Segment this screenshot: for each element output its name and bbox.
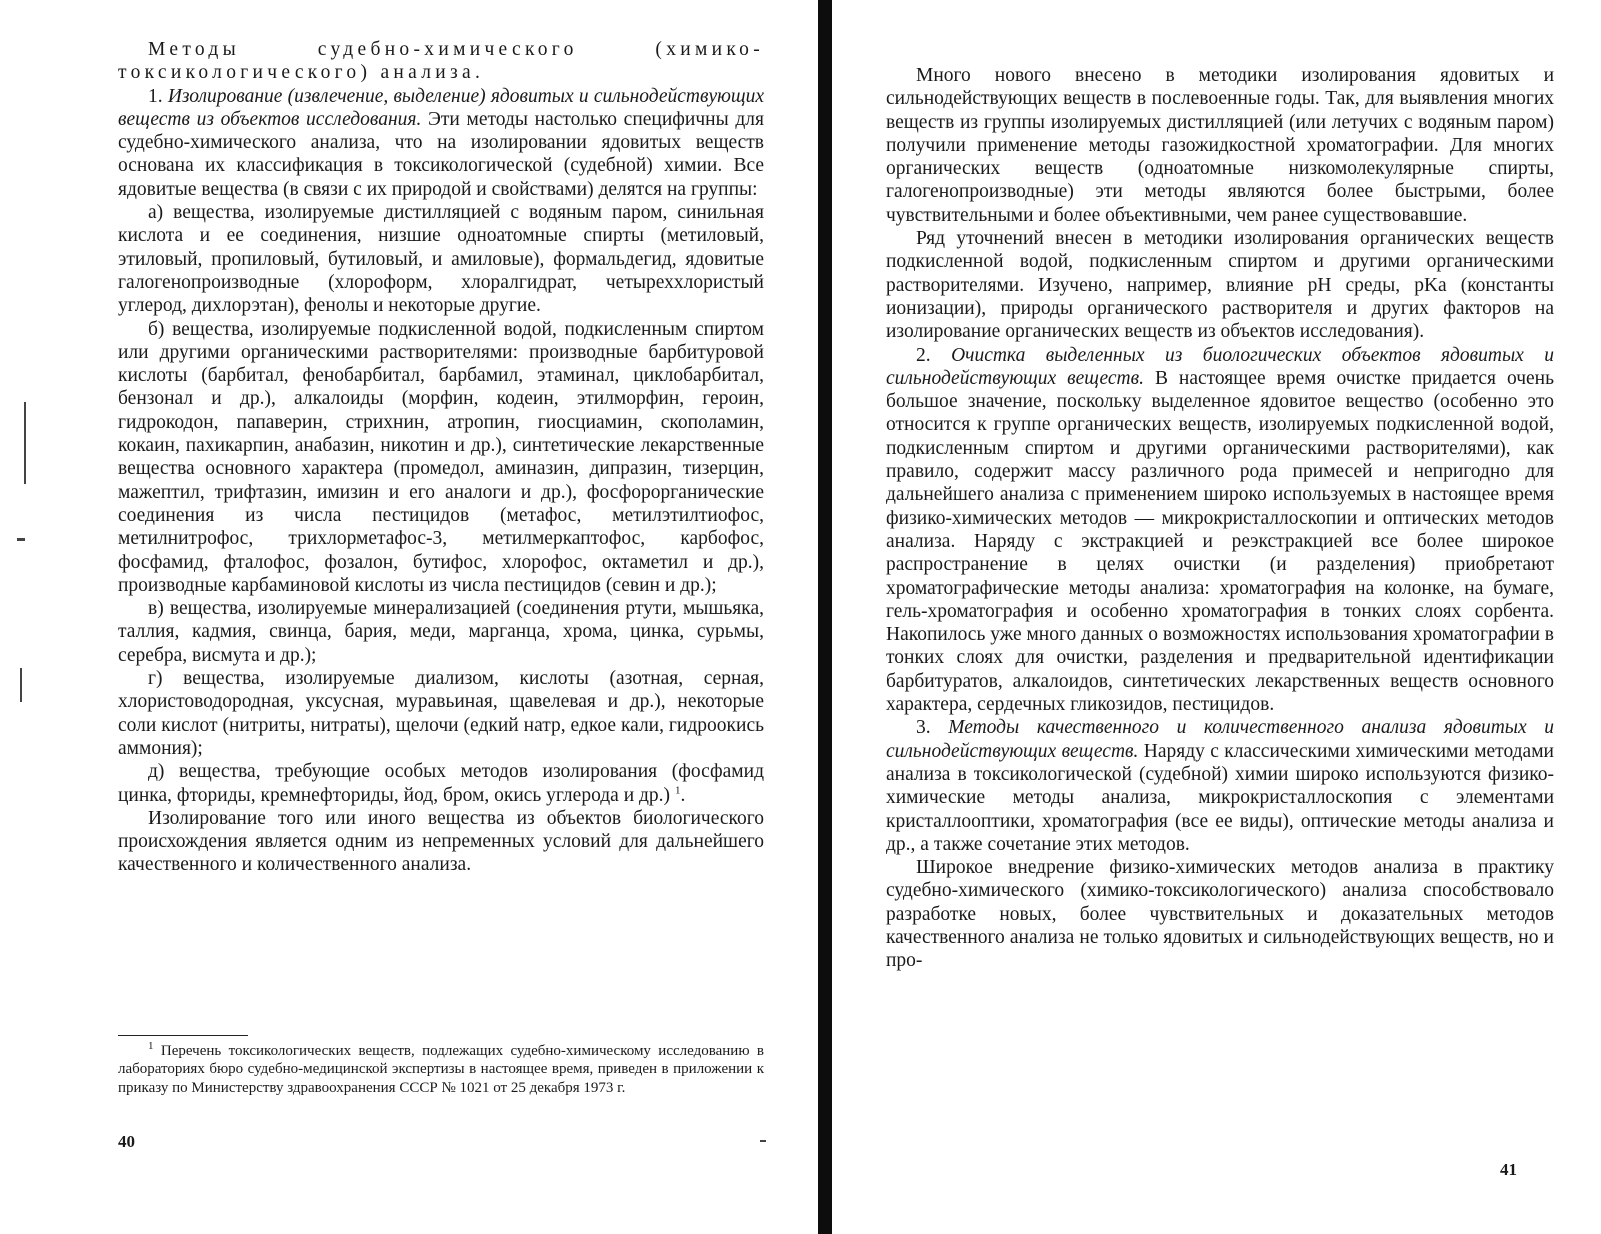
list-item-d: д) вещества, требующие особых методов изолирования (фосфамид цинка, фториды, кремнефториды, йод, бром, окись углерода и др.) $^1$.	[118, 761, 764, 806]
book-spine	[818, 0, 832, 1234]
scan-speck	[760, 1140, 766, 1142]
paragraph-refinements: Ряд уточнений внесен в методики изолирования органических веществ подкисленной водой, подкисленным спиртом и другими органическими растворителями. Изучено, например, влияние pH среды, pKa (константы ионизации), природы органического растворителя и других факторов на изолирование органических веществ из объектов исследования).	[886, 228, 1554, 343]
footnote-reference: 1	[674, 784, 681, 796]
section-3-paragraph: 3. Методы качественного и количественного анализа ядовитых и сильнодействующих веществ. Наряду с классическими химическими методами анализа в токсикологической (судебной) химии широко используются физико-химические методы анализа, микрокристаллоскопия с элементами кристаллооптики, хроматография (все ее виды), оптические методы анализа и др., а также сочетание этих методов.	[886, 717, 1555, 855]
footnote: $^1$ Перечень токсикологических веществ, подлежащих судебно-химическому исследованию в лабораториях бюро судебно-медицинской экспертизы в настоящее время, приведен в приложении к приказу по Министерству здравоохранения СССР № 1021 от 25 декабря 1973 г.	[118, 1040, 764, 1096]
section-heading: Методы судебно-химического (химико-токсикологического) анализа.	[118, 39, 764, 84]
section-3-title: Методы качественного и количественного анализа ядовитых и сильнодействующих веществ.	[886, 717, 1555, 762]
scan-speck	[20, 668, 22, 702]
section-2-paragraph: 2. Очистка выделенных из биологических объектов ядовитых и сильнодействующих веществ. В настоящее время очистке придается очень большое значение, поскольку выделенное ядовитое вещество (особенно это относится к группе органических веществ, изолируемых подкисленной водой, подкисленным спиртом и другими органическими растворителями), как правило, содержит массу различного рода примесей и непригодно для дальнейшего анализа с применением широко используемых в настоящее время физико-химических методов — микрокристаллоскопии и оптических методов анализа. Наряду с экстракцией и реэкстракцией все более широкое распространение в целях очистки (и разделения) приобретают хроматографические методы анализа: хроматография на колонке, на бумаге, гель-хроматография и особенно хроматография в тонких слоях сорбента. Накопилось уже много данных о возможностях использования хроматографии в тонких слоях для очистки, разделения и предварительной идентификации барбитуратов, алкалоидов, синтетических лекарственных веществ основного характера, сердечных гликозидов, пестицидов.	[886, 344, 1554, 716]
section-2-title: Очистка выделенных из биологических объектов ядовитых и сильнодействующих веществ.	[886, 344, 1554, 389]
left-text-column	[118, 38, 764, 877]
closing-paragraph: Изолирование того или иного вещества из объектов биологического происхождения является одним из непременных условий для дальнейшего качественного и количественного анализа.	[118, 807, 764, 876]
list-item-v: в) вещества, изолируемые минерализацией (соединения ртути, мышьяка, таллия, кадмия, свинца, бария, меди, марганца, хрома, цинка, сурьмы, серебра, висмута и др.);	[118, 598, 764, 666]
footnote-mark: 1	[148, 1040, 154, 1052]
section-1-title: Изолирование (извлечение, выделение) ядовитых и сильнодействующих веществ из объектов исследования.	[118, 85, 764, 130]
page-number-right: 41	[1500, 1160, 1517, 1179]
footnote-rule	[118, 1035, 248, 1036]
right-text-column	[886, 64, 1554, 973]
paragraph-postwar-methods: Много нового внесено в методики изолирования ядовитых и сильнодействующих веществ в послевоенные годы. Так, для выявления многих веществ из группы изолируемых дистилляцией (или летучих с водяным паром) получили применение методы газожидкостной хроматографии. Для многих органических веществ (одноатомные низкомолекулярные спирты, галогенопроизводные) эти методы являются более быстрыми, более чувствительными и более объективными, чем ранее существовавшие.	[886, 65, 1554, 226]
right-page	[832, 0, 1601, 1234]
list-item-g: г) вещества, изолируемые диализом, кислоты (азотная, серная, хлористоводородная, уксусная, муравьиная, щавелевая и др.), некоторые соли кислот (нитриты, нитраты), щелочи (едкий натр, едкое кали, гидроокись аммония);	[118, 668, 764, 759]
list-item-a: а) вещества, изолируемые дистилляцией с водяным паром, синильная кислота и ее соединения, низшие одноатомные спирты (метиловый, этиловый, пропиловый, бутиловый, и амиловые), формальдегид, ядовитые галогенопроизводные (хлороформ, хлоралгидрат, четыреххлористый углерод, дихлорэтан), фенолы и некоторые другие.	[118, 202, 764, 317]
scan-speck	[17, 538, 25, 541]
paragraph-physchem-methods: Широкое внедрение физико-химических методов анализа в практику судебно-химического (химико-токсикологического) анализа способствовало разработке новых, более чувствительных и доказательных методов качественного анализа не только ядовитых и сильнодействующих веществ, но и про-	[886, 857, 1554, 972]
list-item-b: б) вещества, изолируемые подкисленной водой, подкисленным спиртом или другими органическими растворителями: производные барбитуровой кислоты (барбитал, фенобарбитал, барбамил, этаминал, циклобарбитал, бензонал и др.), алкалоиды (морфин, кодеин, этилморфин, героин, гидрокодон, папаверин, стрихнин, атропин, гиосциамин, скополамин, кокаин, пахикарпин, анабазин, никотин и др.), синтетические лекарственные вещества основного характера (промедол, аминазин, дипразин, тизерцин, мажептил, трифтазин, имизин и его аналоги и др.), фосфорорганические соединения из числа пестицидов (метафос, метилэтилтиофос, метилнитрофос, трихлорметафос-3, метилмеркаптофос, карбофос, фосфамид, фталофос, фозалон, бутифос, хлорофос, октаметил и др.), производные карбаминовой кислоты из числа пестицидов (севин и др.);	[118, 318, 764, 596]
page-number-left: 40	[118, 1132, 135, 1151]
section-1-paragraph: 1. Изолирование (извлечение, выделение) ядовитых и сильнодействующих веществ из объектов исследования. Эти методы настолько специфичны для судебно-химического анализа, что на изолировании ядовитых веществ основана их классификация в токсикологической (судебной) химии. Все ядовитые вещества (в связи с их природой и свойствами) делятся на группы:	[118, 85, 764, 200]
scan-speck	[24, 402, 26, 484]
